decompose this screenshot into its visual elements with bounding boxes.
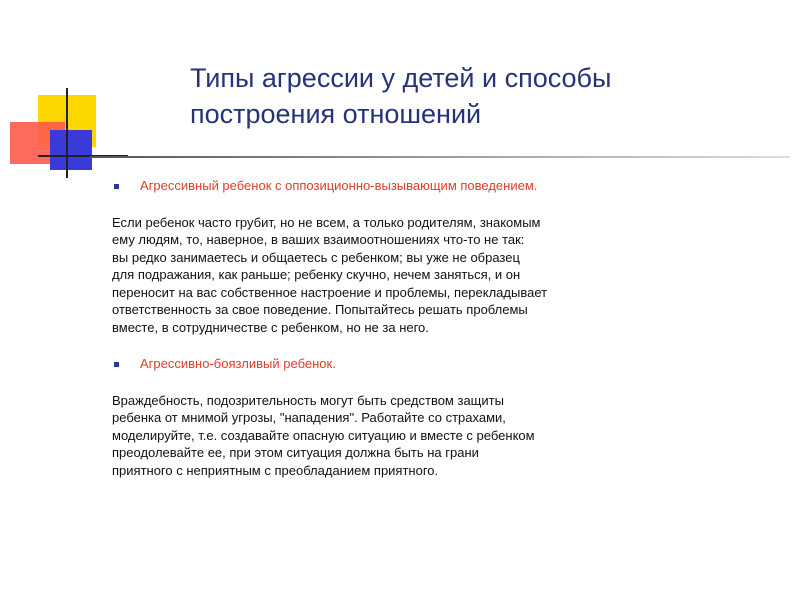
paragraph-2: Враждебность, подозрительность могут быть средством защиты ребенка от мнимой угрозы, "нападения". Работайте со страхами, моделируйте, т.е. создавайте опасную ситуацию и вместе с ребенком преодолевайте ее, при этом ситуация должна быть на грани приятного с неприятным с преобладанием приятного. <box>112 392 535 478</box>
slide-title <box>190 60 750 132</box>
slide-content <box>112 177 642 498</box>
logo-blue-square <box>50 130 92 170</box>
square-bullet-icon <box>114 362 119 367</box>
title-line-1: Типы агрессии у детей и способы <box>190 63 612 93</box>
bullet-2-text: Агрессивно-боязливый ребенок. <box>140 356 336 371</box>
decorative-logo <box>0 0 120 190</box>
title-line-2: построения отношений <box>190 99 482 129</box>
paragraph-1: Если ребенок часто грубит, но не всем, а только родителям, знакомым ему людям, то, наверное, в ваших взаимоотношениях что-то не так: вы редко занимаетесь и общаетесь с ребенком; вы уже не образец для подражания, как раньше; ребенку скучно, нечем заняться, и он переносит на вас собственное настроение и проблемы, перекладывает ответственность за свое поведение. Попытайтесь решать проблемы вместе, в сотрудничестве с ребенком, но не за него. <box>112 214 548 335</box>
bullet-1-text: Агрессивный ребенок с оппозиционно-вызывающим поведением. <box>140 178 538 193</box>
title-separator <box>90 156 790 158</box>
bullet-item-1 <box>112 177 642 195</box>
bullet-item-2 <box>112 355 642 373</box>
square-bullet-icon <box>114 184 119 189</box>
logo-vertical-line <box>66 88 68 178</box>
